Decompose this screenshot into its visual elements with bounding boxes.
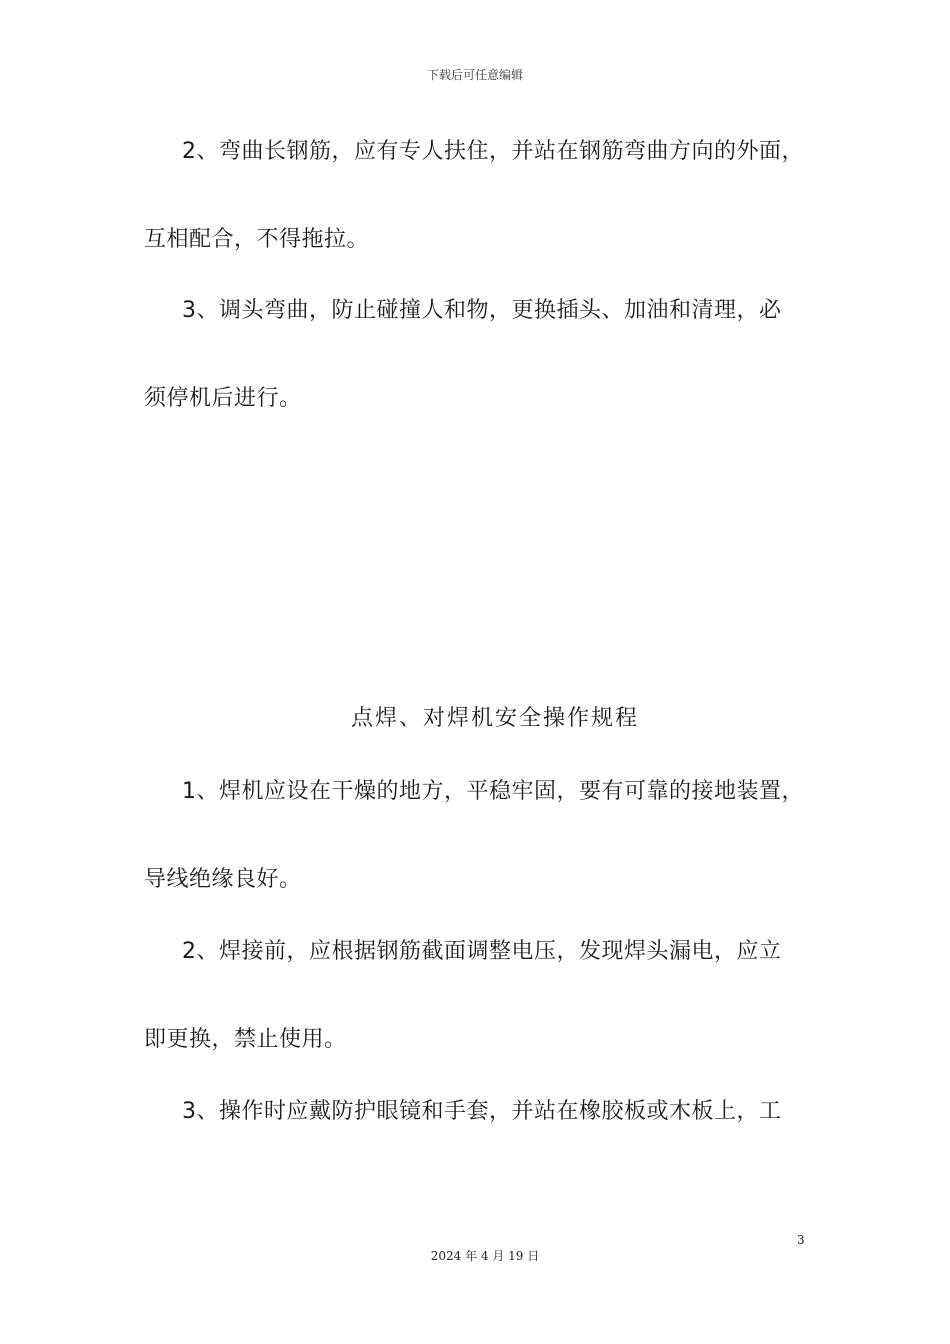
paragraph-line: 3、调头弯曲，防止碰撞人和物，更换插头、加油和清理，必 bbox=[182, 298, 782, 323]
footer-date: 2024 年 4 月 19 日 bbox=[430, 1249, 540, 1263]
paragraph-line: 须停机后进行。 bbox=[144, 386, 302, 411]
page-header: 下载后可任意编辑 bbox=[426, 68, 523, 82]
paragraph-line: 2、弯曲长钢筋，应有专人扶住，并站在钢筋弯曲方向的外面， bbox=[182, 139, 804, 164]
paragraph-line: 3、操作时应戴防护眼镜和手套，并站在橡胶板或木板上，工 bbox=[182, 1099, 782, 1124]
paragraph-line: 1、焊机应设在干燥的地方，平稳牢固，要有可靠的接地装置， bbox=[182, 779, 804, 804]
paragraph-line: 2、焊接前，应根据钢筋截面调整电压，发现焊头漏电，应立 bbox=[182, 939, 782, 964]
page-number: 3 bbox=[797, 1233, 805, 1247]
section-title: 点焊、对焊机安全操作规程 bbox=[350, 706, 639, 731]
paragraph-line: 即更换，禁止使用。 bbox=[144, 1027, 347, 1052]
paragraph-line: 互相配合，不得拖拉。 bbox=[144, 227, 370, 252]
paragraph-line: 导线绝缘良好。 bbox=[144, 867, 302, 892]
